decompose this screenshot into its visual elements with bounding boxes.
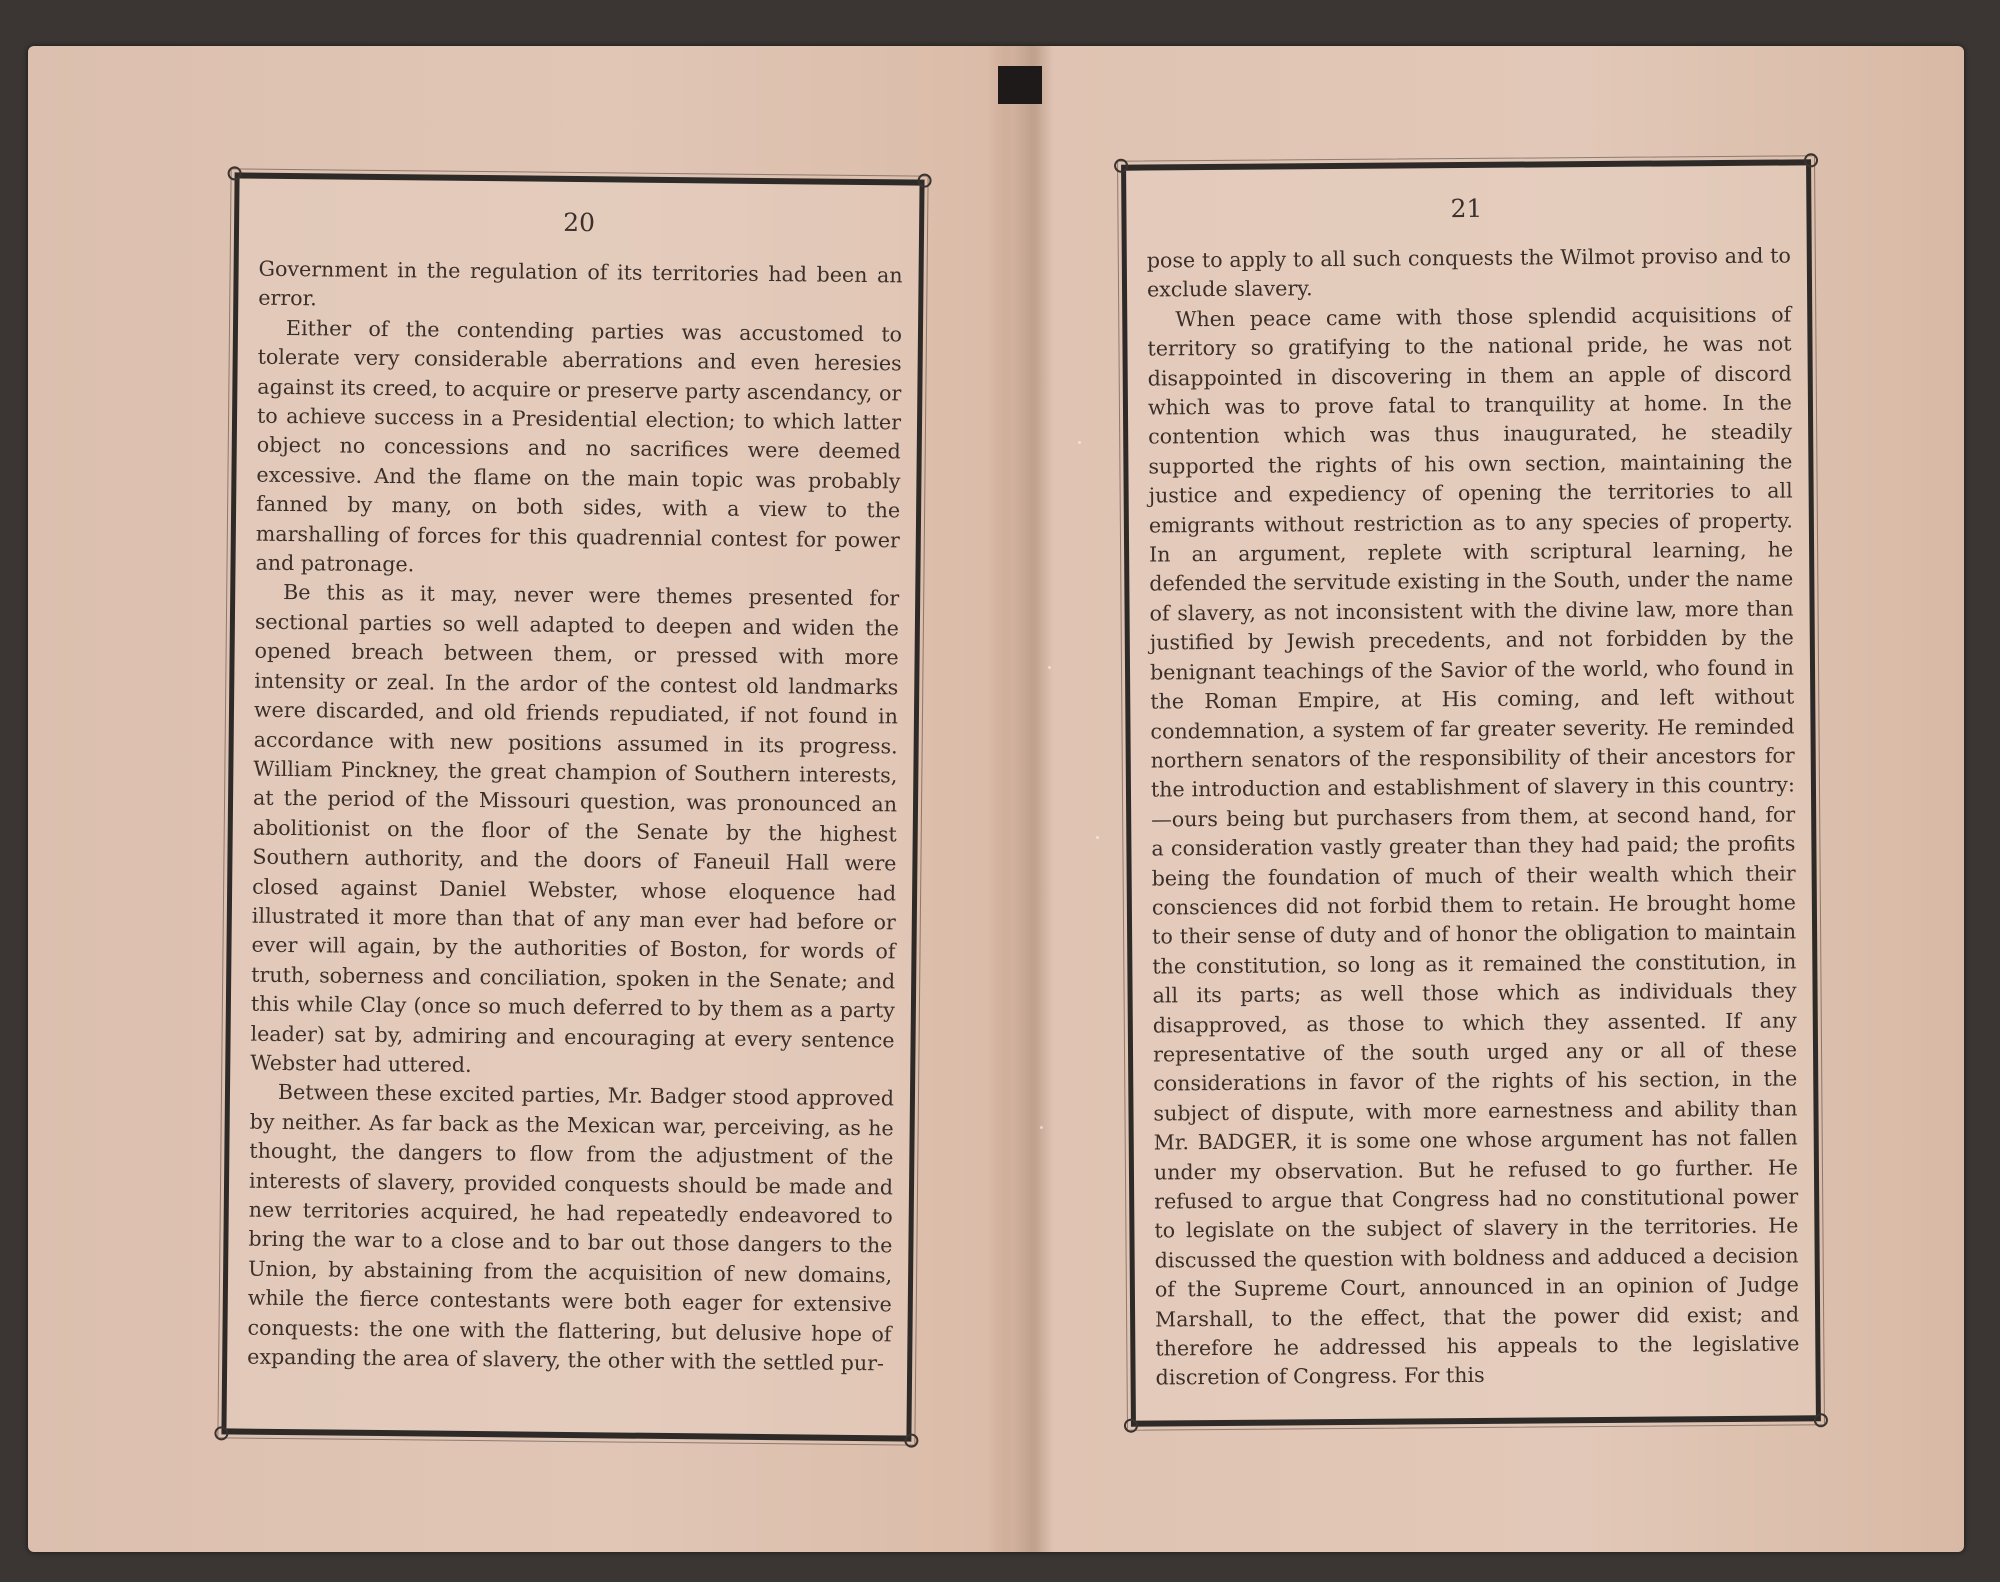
page-number: 21: [1450, 193, 1483, 224]
frame-corner-ornament: [904, 1434, 918, 1448]
page-body-text: [1147, 241, 1800, 1393]
frame-corner-ornament: [214, 1426, 228, 1440]
binding-tab: [998, 66, 1042, 104]
paragraph: Government in the regulation of its territories had been an error.: [258, 256, 903, 311]
frame-corner-ornament: [1814, 1413, 1828, 1427]
page-body-text: [247, 255, 903, 1379]
book-gutter: [1013, 46, 1053, 1552]
paper-speck: [1078, 441, 1081, 444]
paper-speck: [1040, 1126, 1043, 1129]
paragraph: pose to apply to all such conquests the Wilmot proviso and to exclude slavery.: [1146, 243, 1791, 302]
paragraph: Between these excited parties, Mr. Badger stood approved by neither. As far back as the Mexican war, perceiving, as he thought, the dangers to flow from the adjustment of the interests of slavery, provided conquests should be made and new territories acquired, he had repeatedly endeavored to bring the war to a close and to bar out those dangers to the Union, by abstaining from the acquisition of new domains, while the fierce contestants were both eager for extensive conquests: the one with the flattering, but delusive hope of expanding the area of slavery, the other with the settled pur-: [247, 1080, 895, 1376]
frame-corner-ornament: [1124, 1419, 1138, 1433]
paragraph: Either of the contending parties was accustomed to tolerate very considerable aberrations and even heresies against its creed, to acquire or preserve party ascendancy, or to achieve success in a Presidential election; to which latter object no concessions and no sacrifices were deemed excessive. And the flame on the main topic was probably fanned by many, on both sides, with a view to the marshalling of forces for this quadrennial contest for power and patronage.: [255, 315, 903, 577]
paragraph: Be this as it may, never were themes presented for sectional parties so well adapted to deepen and widen the opened breach between them, or pressed with more intensity or zeal. In the ardor of the contest old landmarks were discarded, and old friends repudiated, if not found in accordance with new positions assumed in its progress. William Pinckney, the great champion of Southern interests, at the period of the Missouri question, was pronounced an abolitionist on the floor of the Senate by the highest Southern authority, and the doors of Faneuil Hall were closed against Daniel Webster, whose eloquence had illustrated it more than that of any man ever had before or ever will again, by the authorities of Boston, for words of truth, soberness and conciliation, spoken in the Senate; and this while Clay (once so much deferred to by them as a party leader) sat by, admiring and encouraging at every sentence Webster had uttered.: [250, 580, 900, 1077]
frame-corner-ornament: [918, 174, 932, 188]
paper-speck: [1048, 666, 1051, 669]
open-book-spread: [28, 46, 1964, 1552]
right-page: [1121, 159, 1821, 1426]
frame-corner-ornament: [1804, 153, 1818, 167]
paper-speck: [1096, 836, 1099, 839]
frame-corner-ornament: [228, 166, 242, 180]
paragraph: When peace came with those splendid acquisitions of territory so gratifying to the national pride, he was not disappointed in discovering in them an apple of discord which was to prove fatal to tranquility at home. In the contention which was thus inaugurated, he steadily supported the rights of his own section, maintaining the justice and expediency of opening the territories to all emigrants without restriction as to any species of property. In an argument, replete with scriptural learning, he defended the servitude existing in the South, under the name of slavery, as not inconsistent with the divine law, more than justified by Jewish precedents, and not forbidden by the benignant teachings of the Savior of the world, who found in the Roman Empire, at His coming, and left without condemnation, a system of far greater severity. He reminded northern senators of the responsibility of their ancestors for the introduction and establishment of slavery in this country:—ours being but purchasers from them, at second hand, for a consideration vastly greater than they had paid; the profits being the foundation of much of their wealth which their consciences did not forbid them to retain. He brought home to their sense of duty and of honor the obligation to maintain the constitution, so long as it remained the constitution, in all its parts; as well those which as individuals they disapproved, as those to which they assented. If any representative of the south urged any or all of these considerations in favor of the rights of his section, in the subject of dispute, with more earnestness and ability than Mr. BADGER, it is some one whose argument has not fallen under my observation. But he refused to go further. He refused to argue that Congress had no constitutional power to legislate on the subject of slavery in the territories. He discussed the question with boldness and adduced a decision of the Supreme Court, announced in an opinion of Judge Marshall, to the effect, that the power did exist; and therefore he addressed his appeals to the legislative discretion of Congress. For this: [1147, 302, 1800, 1390]
left-page: [221, 172, 924, 1441]
frame-corner-ornament: [1114, 159, 1128, 173]
page-number: 20: [563, 207, 596, 238]
